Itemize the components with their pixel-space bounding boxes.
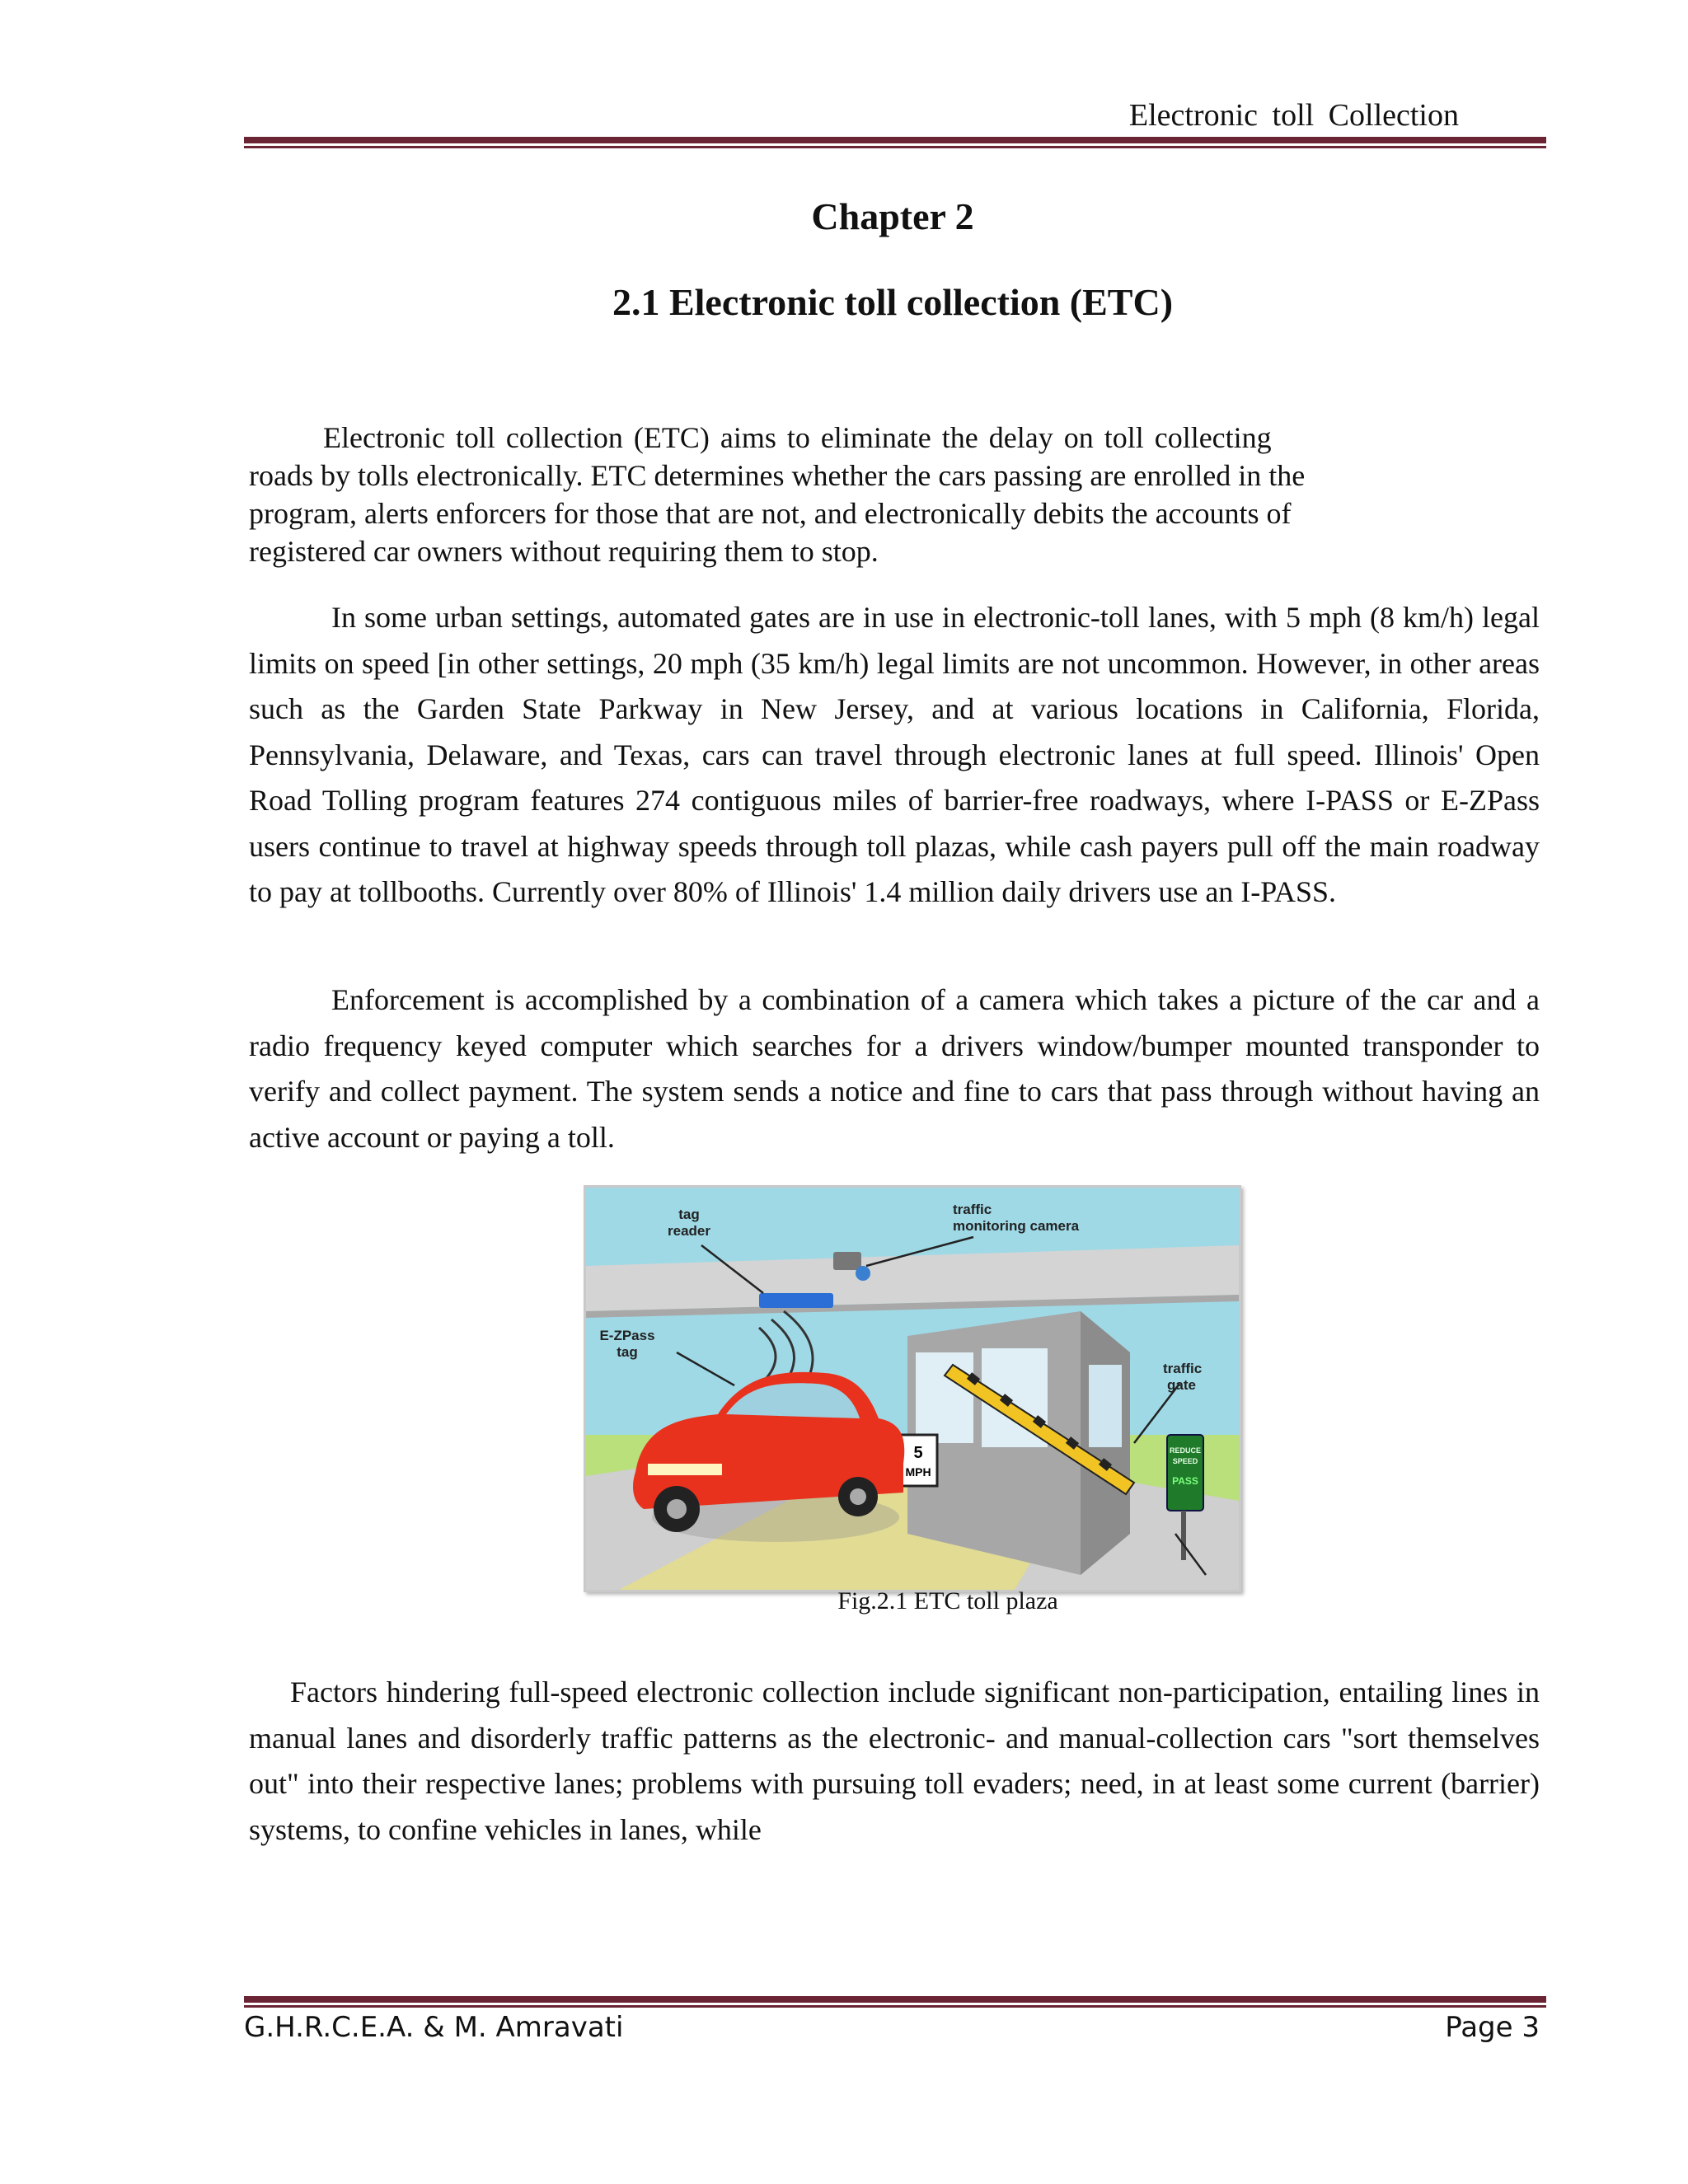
paragraph-enforcement	[249, 977, 1540, 1160]
svg-text:REDUCE: REDUCE	[1169, 1446, 1202, 1455]
svg-text:5: 5	[913, 1444, 923, 1462]
intro-line-4: registered car owners without requiring them to stop.	[249, 535, 879, 568]
intro-line-3: program, alerts enforcers for those that are not, and electronically debits the accounts of	[249, 497, 1292, 530]
section-heading: 2.1 Electronic toll collection (ETC)	[612, 281, 1174, 323]
paragraph-urban-settings	[249, 595, 1540, 916]
paragraph-factors	[249, 1670, 1540, 1853]
svg-text:tag: tag	[678, 1207, 700, 1222]
header-rule	[244, 137, 1546, 148]
page-number: Page 3	[1445, 2011, 1540, 2044]
paragraph-urban-text: In some urban settings, automated gates are in use in electronic-toll lanes, with 5 mph (8 km/h) legal limits on speed [in other settings, 20 mph (35 km/h) legal limits are not uncommon. However, in other areas such as the Garden State Parkway in New Jersey, and at various locations in California, Florida, Pennsylvania, Delaware, and Texas, cars can travel through electronic lanes at full speed. Illinois' Open Road Tolling program features 274 contiguous miles of barrier-free roadways, where I-PASS or E-ZPass users continue to travel at highway speeds through toll plazas, while cash payers pull off the main roadway to pay at tollbooths. Currently over 80% of Illinois' 1.4 million daily drivers use an I-PASS.	[249, 601, 1540, 908]
svg-text:monitoring camera: monitoring camera	[953, 1218, 1080, 1234]
svg-text:tag: tag	[617, 1344, 638, 1360]
speed-limit-sign	[899, 1435, 937, 1486]
svg-text:reader: reader	[668, 1223, 710, 1239]
svg-text:gate: gate	[1167, 1377, 1196, 1393]
toll-plaza-illustration	[586, 1188, 1239, 1590]
chapter-heading: Chapter 2	[811, 195, 974, 237]
paragraph-factors-text: Factors hindering full-speed electronic collection include significant non-participation, entailing lines in manual lanes and disorderly traffic patterns as the electronic- and manual-collection cars "sort themselves out" into their respective lanes; problems with pursuing toll evaders; need, in at least some current (barrier) systems, to confine vehicles in lanes, while	[249, 1675, 1540, 1846]
intro-line-1: Electronic toll collection (ETC) aims to eliminate the delay on toll collecting	[323, 421, 1272, 454]
svg-text:traffic: traffic	[953, 1202, 992, 1217]
svg-text:traffic: traffic	[1163, 1361, 1203, 1376]
tag-reader-device	[759, 1293, 833, 1308]
svg-text:E-ZPass: E-ZPass	[599, 1328, 655, 1343]
svg-text:MPH: MPH	[905, 1465, 931, 1479]
paragraph-enforcement-text: Enforcement is accomplished by a combination of a camera which takes a picture of the car and a radio frequency keyed computer which searches for a drivers window/bumper mounted transponder to verify and collect payment. The system sends a notice and fine to cars that pass through without having an active account or paying a toll.	[249, 983, 1540, 1154]
intro-line-2: roads by tolls electronically. ETC determines whether the cars passing are enrolled in the	[249, 459, 1306, 492]
footer-institution: G.H.R.C.E.A. & M. Amravati	[244, 2011, 624, 2044]
paragraph-intro	[249, 419, 1540, 570]
svg-text:SPEED: SPEED	[1172, 1457, 1198, 1465]
svg-text:PASS: PASS	[1172, 1475, 1198, 1487]
toll-booth	[907, 1311, 1130, 1575]
running-header: Electronic toll Collection	[1128, 98, 1459, 133]
footer-rule	[244, 1996, 1546, 2008]
figure-caption: Fig.2.1 ETC toll plaza	[837, 1587, 1058, 1615]
etc-toll-plaza-figure	[584, 1185, 1241, 1592]
